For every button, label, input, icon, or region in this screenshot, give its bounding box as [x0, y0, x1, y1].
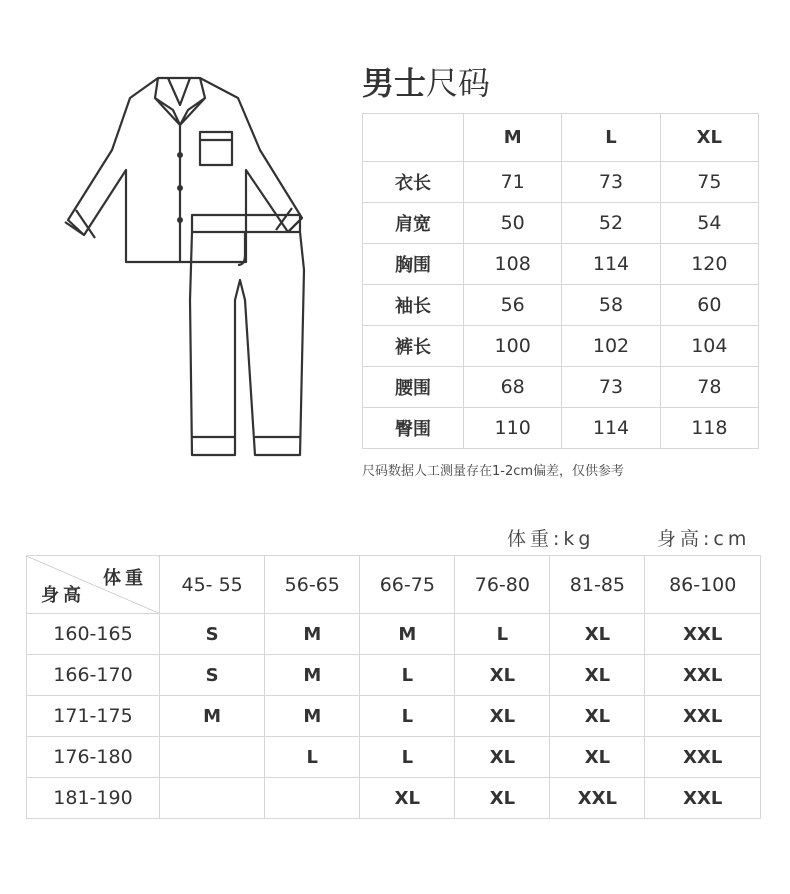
recommended-size: XL [550, 737, 645, 778]
recommended-size: XXL [645, 655, 761, 696]
measurement-label: 臀围 [363, 408, 464, 449]
measurement-value: 102 [562, 326, 660, 367]
recommended-size: XL [360, 778, 455, 819]
recommended-size: XXL [550, 778, 645, 819]
height-range-label: 171-175 [27, 696, 160, 737]
height-range-label: 166-170 [27, 655, 160, 696]
weight-range-header: 66-75 [360, 556, 455, 614]
table-row [363, 162, 759, 203]
measurement-value: 58 [562, 285, 660, 326]
recommended-size: XL [550, 614, 645, 655]
recommended-size [160, 737, 265, 778]
weight-range-header: 76-80 [455, 556, 550, 614]
page-title [362, 58, 490, 104]
measurement-value: 60 [660, 285, 758, 326]
measurement-value: 120 [660, 244, 758, 285]
measurement-value: 52 [562, 203, 660, 244]
measurement-note: 尺码数据人工测量存在1-2cm偏差，仅供参考 [362, 464, 625, 479]
table-row [363, 367, 759, 408]
measurement-value: 114 [562, 408, 660, 449]
measurement-value: 108 [464, 244, 562, 285]
measurement-value: 73 [562, 367, 660, 408]
measurement-label: 衣长 [363, 162, 464, 203]
recommended-size: XL [550, 655, 645, 696]
shirt-collar [155, 78, 205, 125]
table-row [363, 244, 759, 285]
weight-range-header: 86-100 [645, 556, 761, 614]
corner-height-label: 身高 [41, 585, 85, 606]
size-chart-header-row [363, 114, 759, 162]
recommendation-header-row [27, 556, 761, 614]
table-row [27, 778, 761, 819]
measurement-label: 袖长 [363, 285, 464, 326]
measurement-value: 118 [660, 408, 758, 449]
size-column-header: M [464, 114, 562, 162]
measurement-value: 114 [562, 244, 660, 285]
measurement-value: 110 [464, 408, 562, 449]
shirt-pocket [200, 132, 232, 165]
recommended-size: M [265, 696, 360, 737]
recommended-size: M [160, 696, 265, 737]
table-row [363, 203, 759, 244]
size-column-header: XL [660, 114, 758, 162]
table-row [27, 696, 761, 737]
table-row [363, 326, 759, 367]
measurement-value: 104 [660, 326, 758, 367]
measurement-label: 胸围 [363, 244, 464, 285]
weight-range-header: 56-65 [265, 556, 360, 614]
recommended-size: XXL [645, 614, 761, 655]
height-unit-label: 身高:cm [657, 528, 751, 550]
shirt-outline [68, 78, 302, 262]
weight-range-header: 45- 55 [160, 556, 265, 614]
table-row [363, 285, 759, 326]
recommendation-corner-cell [27, 556, 160, 614]
recommended-size: M [265, 655, 360, 696]
measurement-value: 56 [464, 285, 562, 326]
weight-range-header: 81-85 [550, 556, 645, 614]
measurement-value: 100 [464, 326, 562, 367]
height-range-label: 176-180 [27, 737, 160, 778]
measurement-value: 78 [660, 367, 758, 408]
recommended-size: L [360, 696, 455, 737]
recommended-size: XXL [645, 778, 761, 819]
size-chart-corner-cell [363, 114, 464, 162]
measurement-value: 54 [660, 203, 758, 244]
recommended-size: S [160, 655, 265, 696]
recommended-size: M [265, 614, 360, 655]
recommended-size: S [160, 614, 265, 655]
recommended-size: L [360, 655, 455, 696]
weight-unit-label: 体重:kg [507, 528, 595, 550]
recommended-size [160, 778, 265, 819]
height-range-label: 160-165 [27, 614, 160, 655]
size-chart-table [362, 113, 759, 449]
recommended-size: XXL [645, 696, 761, 737]
measurement-value: 71 [464, 162, 562, 203]
measurement-value: 50 [464, 203, 562, 244]
height-range-label: 181-190 [27, 778, 160, 819]
table-row [27, 614, 761, 655]
corner-weight-label: 体重 [103, 568, 147, 589]
title-bold: 男士 [362, 64, 427, 102]
recommended-size: M [360, 614, 455, 655]
recommended-size [265, 778, 360, 819]
measurement-label: 腰围 [363, 367, 464, 408]
recommended-size: L [265, 737, 360, 778]
measurement-label: 肩宽 [363, 203, 464, 244]
table-row [363, 408, 759, 449]
recommended-size: XXL [645, 737, 761, 778]
recommended-size: L [360, 737, 455, 778]
measurement-value: 75 [660, 162, 758, 203]
recommended-size: XL [455, 778, 550, 819]
recommended-size: XL [455, 655, 550, 696]
title-light: 尺码 [426, 64, 491, 102]
table-row [27, 655, 761, 696]
measurement-label: 裤长 [363, 326, 464, 367]
table-row [27, 737, 761, 778]
recommended-size: XL [455, 696, 550, 737]
recommended-size: XL [550, 696, 645, 737]
measurement-value: 73 [562, 162, 660, 203]
size-column-header: L [562, 114, 660, 162]
recommended-size: L [455, 614, 550, 655]
size-recommendation-table [26, 555, 761, 819]
pajama-illustration [60, 70, 310, 465]
recommended-size: XL [455, 737, 550, 778]
measurement-value: 68 [464, 367, 562, 408]
